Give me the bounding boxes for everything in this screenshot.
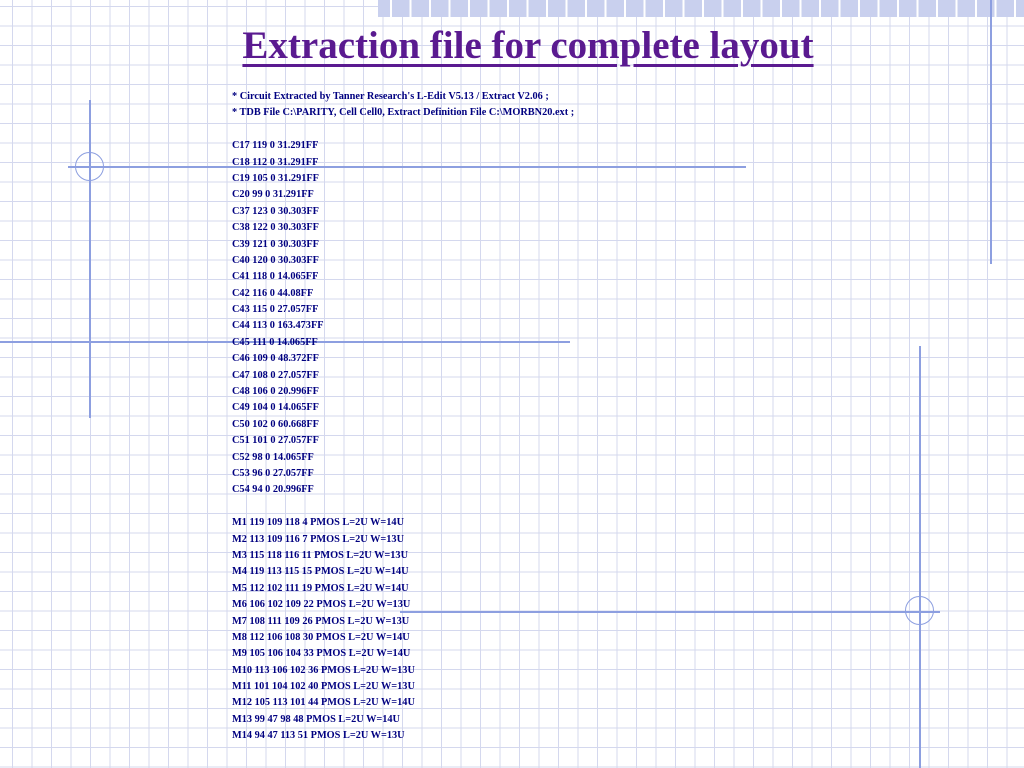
transistor-line: M7 108 111 109 26 PMOS L=2U W=13U [232, 615, 410, 627]
capacitor-line: C42 116 0 44.08FF [232, 287, 314, 299]
page-title: Extraction file for complete layout [242, 24, 814, 67]
transistor-line: M12 105 113 101 44 PMOS L=2U W=14U [232, 697, 415, 709]
capacitor-line: C45 111 0 14.065FF [232, 336, 318, 348]
capacitor-list [232, 138, 752, 499]
blank-line [232, 122, 752, 138]
extraction-listing [232, 89, 752, 745]
capacitor-line: C18 112 0 31.291FF [232, 156, 319, 168]
header-comments [232, 89, 752, 122]
transistor-line: M4 119 113 115 15 PMOS L=2U W=14U [232, 566, 409, 578]
transistor-line: M6 106 102 109 22 PMOS L=2U W=13U [232, 599, 411, 611]
capacitor-line: C54 94 0 20.996FF [232, 484, 314, 496]
top-decorative-band [378, 0, 1024, 17]
decor-ring-lower-right [905, 596, 934, 625]
capacitor-line: C43 115 0 27.057FF [232, 304, 319, 316]
capacitor-line: C48 106 0 20.996FF [232, 386, 319, 398]
header-line: * Circuit Extracted by Tanner Research's L-Edit V5.13 / Extract V2.06 ; [232, 91, 549, 102]
decor-vertical-line-right-bottom [919, 346, 921, 768]
transistor-line: M8 112 106 108 30 PMOS L=2U W=14U [232, 631, 410, 643]
transistor-line: M10 113 106 102 36 PMOS L=2U W=13U [232, 664, 415, 676]
capacitor-line: C19 105 0 31.291FF [232, 172, 319, 184]
capacitor-line: C20 99 0 31.291FF [232, 189, 314, 201]
capacitor-line: C53 96 0 27.057FF [232, 467, 314, 479]
decor-vertical-line-left [89, 100, 91, 418]
transistor-line: M3 115 118 116 11 PMOS L=2U W=13U [232, 549, 409, 561]
capacitor-line: C41 118 0 14.065FF [232, 271, 319, 283]
capacitor-line: C50 102 0 60.668FF [232, 418, 319, 430]
capacitor-line: C44 113 0 163.473FF [232, 320, 324, 332]
capacitor-line: C49 104 0 14.065FF [232, 402, 319, 414]
transistor-line: M13 99 47 98 48 PMOS L=2U W=14U [232, 713, 400, 725]
transistor-line: M9 105 106 104 33 PMOS L=2U W=14U [232, 648, 411, 660]
capacitor-line: C47 108 0 27.057FF [232, 369, 319, 381]
capacitor-line: C37 123 0 30.303FF [232, 205, 319, 217]
transistor-line: M11 101 104 102 40 PMOS L=2U W=13U [232, 681, 415, 693]
transistor-line: M1 119 109 118 4 PMOS L=2U W=14U [232, 517, 405, 529]
capacitor-line: C52 98 0 14.065FF [232, 451, 314, 463]
capacitor-line: C38 122 0 30.303FF [232, 222, 319, 234]
transistor-line: M5 112 102 111 19 PMOS L=2U W=14U [232, 582, 409, 594]
blank-line [232, 499, 752, 515]
transistor-line: M14 94 47 113 51 PMOS L=2U W=13U [232, 730, 405, 742]
capacitor-line: C39 121 0 30.303FF [232, 238, 319, 250]
transistor-list [232, 515, 752, 744]
header-line: * TDB File C:\PARITY, Cell Cell0, Extract Definition File C:\MORBN20.ext ; [232, 107, 575, 119]
decor-ring-upper-left [75, 152, 104, 181]
transistor-line: M2 113 109 116 7 PMOS L=2U W=13U [232, 533, 405, 545]
capacitor-line: C46 109 0 48.372FF [232, 353, 319, 365]
capacitor-line: C51 101 0 27.057FF [232, 435, 319, 447]
capacitor-line: C17 119 0 31.291FF [232, 140, 319, 152]
capacitor-line: C40 120 0 30.303FF [232, 254, 319, 266]
